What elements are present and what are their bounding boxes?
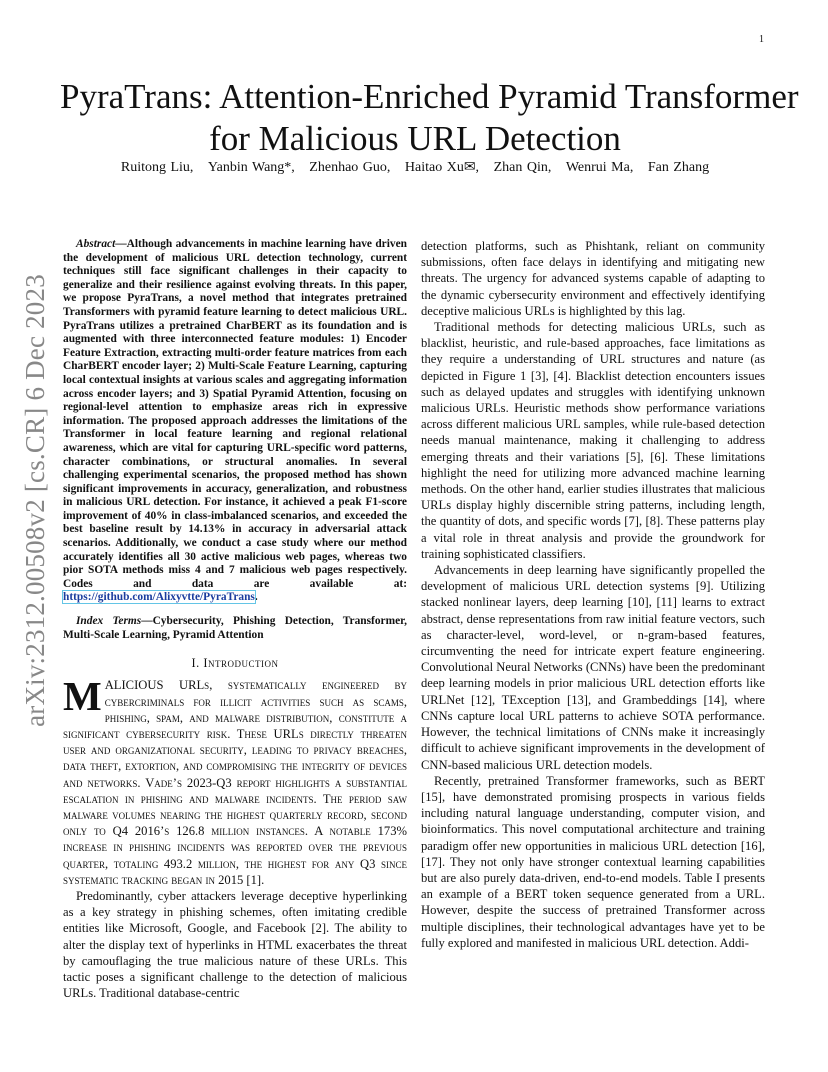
author: Ruitong Liu, bbox=[120, 160, 194, 175]
title-line-2: for Malicious URL Detection bbox=[209, 119, 621, 158]
author: Fan Zhang bbox=[647, 160, 710, 175]
author: Zhenhao Guo, bbox=[309, 160, 391, 175]
code-link[interactable]: https://github.com/Alixyvtte/PyraTrans bbox=[63, 591, 255, 604]
author: Zhan Qin, bbox=[493, 160, 552, 175]
section-heading-introduction: I. Introduction bbox=[191, 656, 279, 671]
right-column bbox=[421, 238, 765, 951]
title-line-1: PyraTrans: Attention-Enriched Pyramid Transformer bbox=[60, 77, 799, 116]
abstract bbox=[63, 238, 407, 605]
author: Haitao Xu✉, bbox=[404, 160, 480, 175]
abstract-end: . bbox=[254, 591, 258, 604]
intro-paragraph-2: Predominantly, cyber attackers leverage deceptive hyperlinking as a key strategy in phishing schemes, often imitating credible entities like Microsoft, Google, and Facebook [2]. The ability to alter the display text of hyperlinks in HTML exacerbates the threat by camouflaging the true malicious nature of these URLs. This tactic poses a significant challenge to the detection of malicious URLs. Traditional database-centric bbox=[63, 889, 407, 1001]
intro-paragraph-1-text: ALICIOUS URLs, systematically engineered by cybercriminals for illicit activities such as scams, phishing, spam, and malware distribution, constitute a significant cybersecurity risk. These URLs directly threaten user and organizational security, leading to privacy breaches, data theft, extortion, and compromising the integrity of devices and networks. Vade’s 2023-Q3 report highlights a substantial escalation in phishing and malware incidents. The period saw malware volumes nearing the highest quarterly record, second only to Q4 2016’s 126.8 million instances. A notable 173% increase in phishing incidents was reported over the previous quarter, totaling 493.2 million, the highest for any Q3 since systematic tracking began in 2015 [1]. bbox=[63, 678, 407, 887]
page-number: 1 bbox=[759, 34, 764, 45]
author: Yanbin Wang*, bbox=[207, 160, 295, 175]
index-terms-text: —Cybersecurity, Phishing Detection, Transformer, Multi-Scale Learning, Pyramid Attention bbox=[63, 615, 408, 641]
body-paragraph: Advancements in deep learning have significantly propelled the development of malicious URL detection systems [9]. Utilizing stacked nonlinear layers, deep learning [10], [11] learns to extract abstract, dense representations from raw initial feature vectors, such as character-level, word-level, or n-gram-based features, circumventing the need for intricate expert feature engineering. Convolutional Neural Networks (CNNs) have been the predominant deep learning models in prior malicious URL detection efforts like URLNet [12], TException [13], and Grambeddings [14], where CNNs capture local URL patterns to achieve SOTA performance. However, the technical limitations of CNNs make it increasingly difficult to achieve significant improvements in the development of CNN-based malicious URL detection models. bbox=[421, 563, 765, 772]
body-paragraph: Recently, pretrained Transformer frameworks, such as BERT [15], have demonstrated promising prospects in various fields including natural language understanding, computer vision, and bioinformatics. This novel computational architecture and training paradigm offer new opportunities in malicious URL detection [16], [17]. They not only have stronger contextual learning capabilities but are also purely data-driven, end-to-end models. Table I presents an example of a BERT token sequence generated from a URL. However, despite the success of pretrained Transformer across multiple disciplines, their technological advantages have yet to be fully explored and manifested in malicious URL detection. Addi- bbox=[421, 773, 765, 950]
arxiv-stamp bbox=[19, 273, 50, 727]
drop-cap: M bbox=[63, 673, 102, 720]
paper-title bbox=[60, 76, 799, 160]
index-terms bbox=[63, 615, 407, 642]
intro-paragraph-1 bbox=[63, 673, 407, 888]
body-paragraph: detection platforms, such as Phishtank, reliant on community submissions, often face delays in identifying and mitigating new threats. The urgency for advanced systems capable of adapting to the dynamic cybersecurity environment and effectively identifying deceptive malicious URLs is highlighted by this lag. bbox=[421, 239, 765, 318]
left-column bbox=[63, 238, 407, 1001]
body-paragraph: Traditional methods for detecting malicious URLs, such as blacklist, heuristic, and rule-based approaches, face limitations as they require a understanding of URL structures and nature (as depicted in Figure 1 [3], [4]. Blacklist detection encounters issues such as delayed updates and struggles with identifying unknown malicious URLs. Heuristic methods show performance variations across different malicious URL samples, while rule-based detection needs manual maintenance, making it challenging to address emerging threats and their variations [5], [6]. These limitations highlight the need for utilizing more advanced machine learning methods. On the other hand, earlier studies illustrates that malicious URLs display highly discernible string patterns, including length, the quantity of dots, and specific words [7], [8]. These patterns play a vital role in threat analysis and provide the groundwork for training sophisticated classifiers. bbox=[421, 320, 765, 561]
author: Wenrui Ma, bbox=[565, 160, 634, 175]
index-terms-lead: Index Terms bbox=[76, 615, 142, 628]
arxiv-stamp-text: arXiv:2312.00508v2 [cs.CR] 6 Dec 2023 bbox=[19, 273, 50, 727]
abstract-lead: Abstract bbox=[76, 238, 116, 250]
abstract-text: —Although advancements in machine learning have driven the development of malicious URL detection technology, current techniques still face significant challenges in their capacity to generalize and their resilience against evolving threats. In this paper, we propose PyraTrans, a novel method that integrates pretrained Transformers with pyramid feature learning to detect malicious URL. PyraTrans utilizes a pretrained CharBERT as its foundation and is augmented with three interconnected feature modules: 1) Encoder Feature Extraction, extracting multi-order feature matrices from each CharBERT encoder layer; 2) Multi-Scale Feature Learning, capturing local contextual insights at various scales and aggregating information across encoder layers; and 3) Spatial Pyramid Attention, focusing on regional-level attention to emphasize areas rich in expressive information. The proposed approach addresses the limitations of the Transformer in local feature learning and regional relational awareness, which are vital for capturing URL-specific word patterns, character combinations, or structural anomalies. In several challenging experimental scenarios, the proposed method has shown significant improvements in accuracy, generalization, and robustness in malicious URL detection. For instance, it achieved a peak F1-score improvement of 40% in class-imbalanced scenarios, and exceeded the best baseline result by 14.13% in accuracy in adversarial attack scenarios. Additionally, we conduct a case study where our method accurately identifies all 30 active malicious web pages, whereas two pior SOTA methods miss 4 and 7 malicious web pages respectively. Codes and data are available at: bbox=[63, 238, 407, 590]
author-list bbox=[60, 159, 770, 176]
